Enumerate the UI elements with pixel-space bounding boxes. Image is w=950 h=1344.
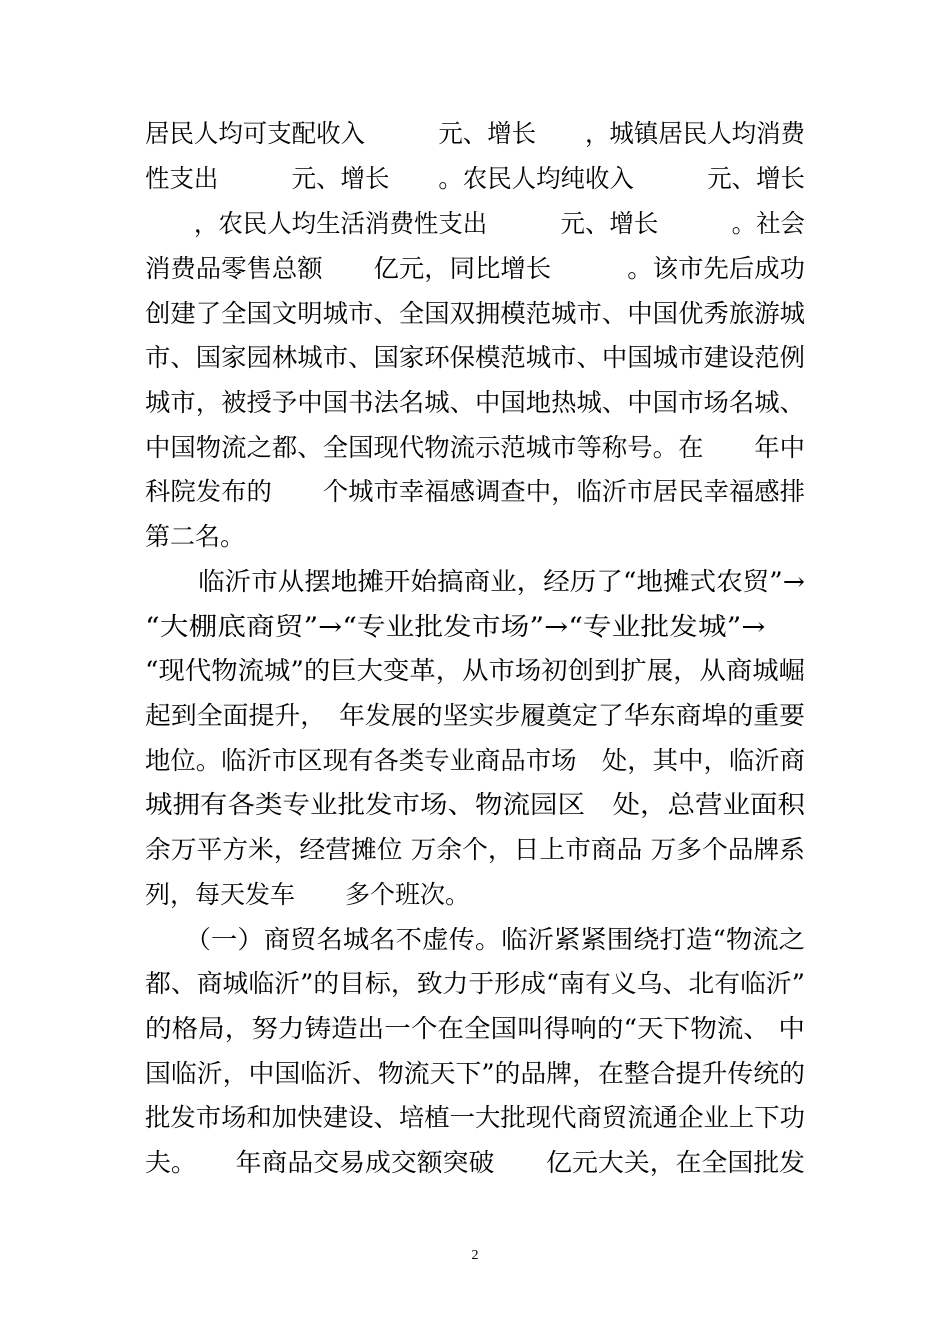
text-line: 的格局，努力铸造出一个在全国叫得响的“天下物流、 中 [145, 1014, 805, 1043]
text-line: 创建了全国文明城市、全国双拥模范城市、中国优秀旅游城 [145, 299, 805, 328]
text-line: “现代物流城”的巨大变革，从市场初创到扩展，从商城崛 [145, 656, 805, 685]
text-line: 国临沂，中国临沂、物流天下”的品牌，在整合提升传统的 [145, 1059, 805, 1088]
text-line: 消费品零售总额 亿元，同比增长 。该市先后成功 [145, 254, 805, 283]
text-line: 科院发布的 个城市幸福感调查中，临沂市居民幸福感排 [145, 477, 805, 506]
text-line: 地位。临沂市区现有各类专业商品市场 处，其中，临沂商 [145, 746, 805, 775]
text-line: 城市，被授予中国书法名城、中国地热城、中国市场名城、 [145, 388, 805, 417]
text-line: 余万平方米，经营摊位 万余个，日上市商品 万多个品牌系 [145, 835, 805, 864]
text-line: 第二名。 [145, 522, 246, 551]
text-line: 起到全面提升， 年发展的坚实步履奠定了华东商埠的重要 [145, 701, 805, 730]
text-line: 临沂市从摆地摊开始搞商业，经历了“地摊式农贸”→ [145, 567, 805, 596]
text-line: （一）商贸名城名不虚传。临沂紧紧围绕打造“物流之 [145, 925, 805, 954]
text-line: 市、国家园林城市、国家环保模范城市、中国城市建设范例 [145, 343, 805, 372]
text-line: 列，每天发车 多个班次。 [145, 880, 471, 909]
text-line: “大棚底商贸”→“专业批发市场”→“专业批发城”→ [145, 612, 766, 641]
text-line: 性支出 元、增长 。农民人均纯收入 元、增长 [145, 164, 805, 193]
text-line: 夫。 年商品交易成交额突破 亿元大关，在全国批发 [145, 1148, 805, 1177]
text-line: ，农民人均生活消费性支出 元、增长 。社会 [145, 209, 805, 238]
text-line: 都、商城临沂”的目标，致力于形成“南有义乌、北有临沂” [145, 969, 805, 998]
text-line: 居民人均可支配收入 元、增长 ，城镇居民人均消费 [145, 119, 805, 148]
text-line: 城拥有各类专业批发市场、物流园区 处，总营业面积 [145, 790, 806, 819]
page-number: 2 [471, 1248, 479, 1263]
text-line: 批发市场和加快建设、培植一大批现代商贸流通企业上下功 [145, 1103, 805, 1132]
text-line: 中国物流之都、全国现代物流示范城市等称号。在 年中 [145, 433, 805, 462]
